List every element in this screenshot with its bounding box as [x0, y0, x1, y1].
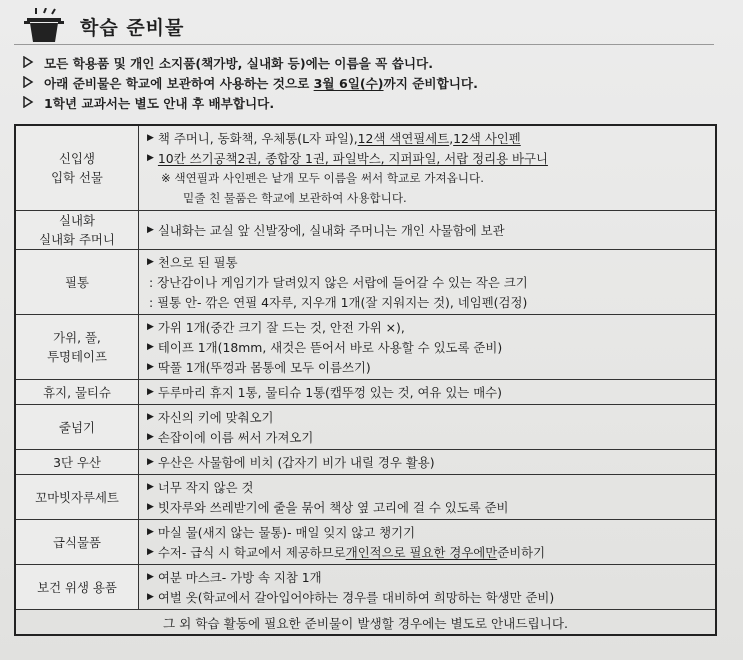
items-cell	[139, 380, 717, 405]
triangle-right-icon: ▶	[147, 432, 154, 442]
triangle-right-icon: ▶	[147, 412, 154, 422]
cooking-pot-icon	[24, 8, 64, 44]
list-item: ▶ 두루마리 휴지 1통, 물티슈 1통(캡뚜껑 있는 것, 여유 있는 매수)	[147, 385, 502, 400]
category-cell: 가위, 풀, 투명테이프	[15, 315, 139, 380]
triangle-right-icon	[22, 96, 34, 108]
table-row	[15, 380, 716, 405]
list-item: ▶ 우산은 사물함에 비치 (갑자기 비가 내릴 경우 활용)	[147, 455, 435, 470]
list-item: ▶ 천으로 된 필통	[147, 255, 238, 270]
table-row	[15, 211, 716, 250]
category-cell: 급식물품	[15, 520, 139, 565]
items-cell	[139, 405, 717, 450]
table-row	[15, 565, 716, 610]
list-item: ▶ 여분 마스크- 가방 속 지참 1개	[147, 570, 322, 585]
list-item: ▶ 딱풀 1개(뚜껑과 몸통에 모두 이름쓰기)	[147, 360, 371, 375]
category-cell: 필통	[15, 250, 139, 315]
triangle-right-icon: ▶	[147, 502, 154, 512]
category-cell: 꼬마빗자루세트	[15, 475, 139, 520]
triangle-right-icon: ▶	[147, 342, 154, 352]
list-item: ▶ 여벌 옷(학교에서 갈아입어야하는 경우를 대비하여 희망하는 학생만 준비)	[147, 590, 555, 605]
notice-text: 아래 준비물은 학교에 보관하여 사용하는 것으로 3월 6일(수)까지 준비합니다.	[44, 75, 478, 91]
table-row	[15, 250, 716, 315]
list-item: ▶ 너무 작지 않은 것	[147, 480, 254, 495]
category-cell: 보건 위생 용품	[15, 565, 139, 610]
list-note: ※ 색연필과 사인펜은 낱개 모두 이름을 써서 학교로 가져옵니다.	[161, 171, 484, 185]
notice-item	[22, 52, 722, 72]
items-cell	[139, 315, 717, 380]
triangle-right-icon: ▶	[147, 387, 154, 397]
items-cell	[139, 450, 717, 475]
deadline-date: 3월 6일(수)	[313, 75, 384, 91]
items-cell	[139, 125, 717, 211]
notice-item	[22, 72, 722, 92]
list-item: ▶ 자신의 키에 맞춰오기	[147, 410, 274, 425]
triangle-right-icon: ▶	[147, 225, 154, 235]
section-header	[24, 6, 184, 46]
table-row	[15, 405, 716, 450]
category-cell: 실내화 실내화 주머니	[15, 211, 139, 250]
category-cell: 휴지, 물티슈	[15, 380, 139, 405]
list-item: ▶ 가위 1개(중간 크기 잘 드는 것, 안전 가위 ×),	[147, 320, 405, 335]
list-item: : 필통 안- 깎은 연필 4자루, 지우개 1개(잘 지워지는 것), 네임펜(검정)	[149, 295, 528, 310]
list-item: ▶ 테이프 1개(18mm, 새것은 뜯어서 바로 사용할 수 있도록 준비)	[147, 340, 503, 355]
notice-item	[22, 92, 722, 112]
items-cell	[139, 211, 717, 250]
category-cell: 신입생 입학 선물	[15, 125, 139, 211]
triangle-right-icon: ▶	[147, 257, 154, 267]
items-cell	[139, 250, 717, 315]
list-item: ▶ 손잡이에 이름 써서 가져오기	[147, 430, 314, 445]
category-cell: 줄넘기	[15, 405, 139, 450]
triangle-right-icon: ▶	[147, 457, 154, 467]
supplies-table	[14, 124, 717, 636]
footer-note: 그 외 학습 활동에 필요한 준비물이 발생할 경우에는 별도로 안내드립니다.	[15, 610, 716, 636]
triangle-right-icon: ▶	[147, 322, 154, 332]
notice-text: 1학년 교과서는 별도 안내 후 배부합니다.	[44, 95, 275, 111]
list-item: ▶ 마실 물(새지 않는 물통)- 매일 잊지 않고 챙기기	[147, 525, 416, 540]
items-cell	[139, 475, 717, 520]
triangle-right-icon: ▶	[147, 592, 154, 602]
notice-list	[22, 52, 722, 112]
items-cell	[139, 520, 717, 565]
triangle-right-icon	[22, 56, 34, 68]
notice-text: 모든 학용품 및 개인 소지품(책가방, 실내화 등)에는 이름을 꼭 씁니다.	[44, 55, 434, 71]
page-title: 학습 준비물	[80, 16, 185, 39]
triangle-right-icon: ▶	[147, 133, 154, 143]
list-item: ▶ 실내화는 교실 앞 신발장에, 실내화 주머니는 개인 사물함에 보관	[147, 223, 505, 238]
triangle-right-icon: ▶	[147, 482, 154, 492]
table-footer-row	[15, 610, 716, 636]
list-item: ▶ 책 주머니, 동화책, 우체통(L자 파일), 12색 색연필세트 , 12색 사인펜	[147, 130, 521, 146]
table-row	[15, 125, 716, 211]
category-cell: 3단 우산	[15, 450, 139, 475]
list-item: ▶ 10칸 쓰기공책 2권, 종합장 1권, 파일박스, 지퍼파일, 서랍 정리용 바구니	[147, 151, 548, 166]
table-row	[15, 475, 716, 520]
list-note: 밑줄 친 물품은 학교에 보관하여 사용합니다.	[183, 191, 407, 205]
list-item: ▶ 빗자루와 쓰레받기에 줄을 묶어 책상 옆 고리에 걸 수 있도록 준비	[147, 500, 509, 515]
list-item: ▶ 수저- 급식 시 학교에서 제공하므로 개인적으로 필요한 경우에만 준비하기	[147, 545, 546, 560]
triangle-right-icon	[22, 76, 34, 88]
triangle-right-icon: ▶	[147, 527, 154, 537]
items-cell	[139, 565, 717, 610]
table-row	[15, 450, 716, 475]
table-row	[15, 520, 716, 565]
list-item: : 장난감이나 게임기가 달려있지 않은 서랍에 들어갈 수 있는 작은 크기	[149, 275, 528, 290]
triangle-right-icon: ▶	[147, 362, 154, 372]
triangle-right-icon: ▶	[147, 572, 154, 582]
triangle-right-icon: ▶	[147, 153, 154, 163]
table-row	[15, 315, 716, 380]
title-divider	[14, 44, 714, 45]
triangle-right-icon: ▶	[147, 547, 154, 557]
